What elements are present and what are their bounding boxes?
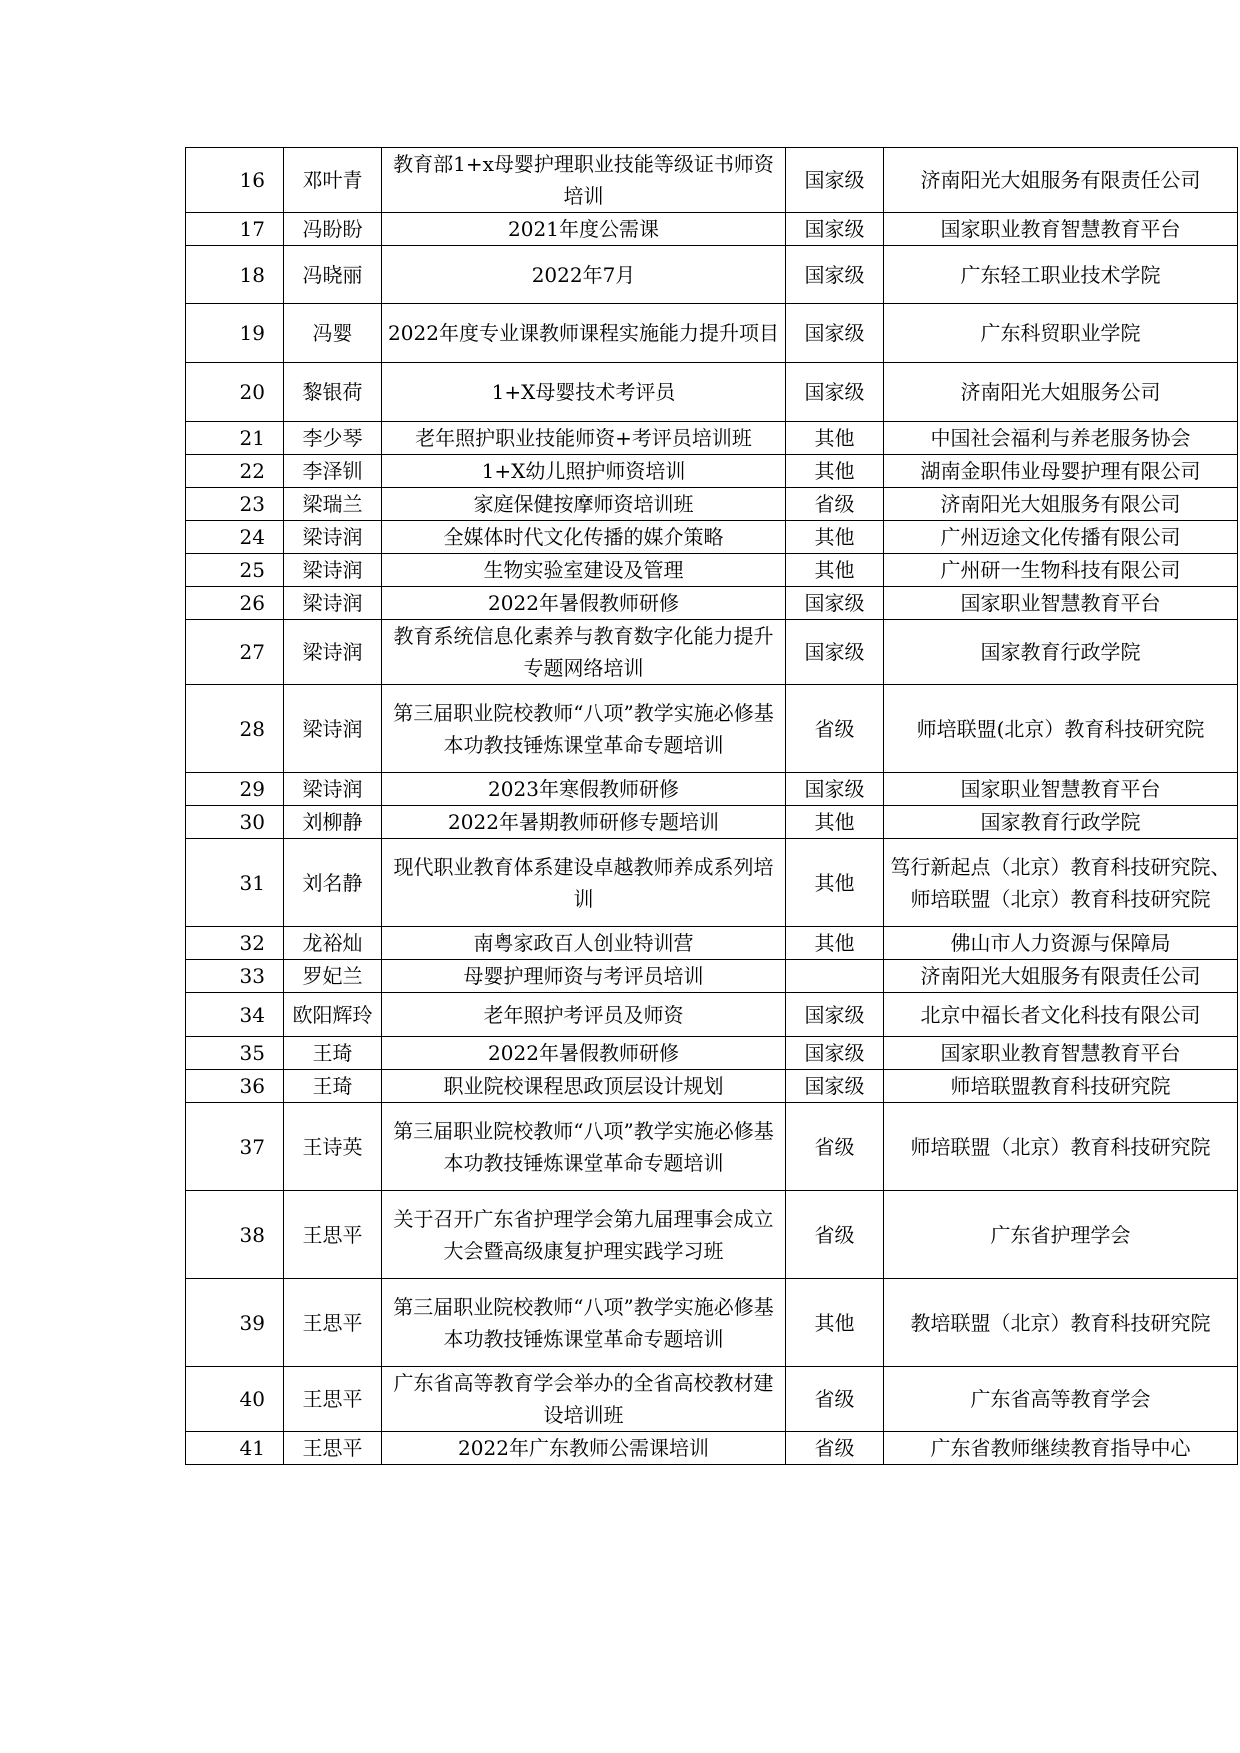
table-row [186, 587, 1238, 620]
level-cell [786, 960, 884, 993]
organizer-cell: 佛山市人力资源与保障局 [884, 927, 1238, 960]
level-cell: 国家级 [786, 993, 884, 1037]
name-cell: 黎银荷 [284, 363, 382, 422]
table-row [186, 773, 1238, 806]
organizer-cell: 湖南金职伟业母婴护理有限公司 [884, 455, 1238, 488]
table-row [186, 1432, 1238, 1465]
table-row [186, 1037, 1238, 1070]
row-number-cell: 22 [186, 455, 284, 488]
level-cell: 国家级 [786, 587, 884, 620]
table-row [186, 213, 1238, 246]
level-cell: 国家级 [786, 246, 884, 304]
table-row [186, 521, 1238, 554]
table-row [186, 1279, 1238, 1367]
level-cell: 其他 [786, 927, 884, 960]
row-number-cell: 32 [186, 927, 284, 960]
organizer-cell: 广东省教师继续教育指导中心 [884, 1432, 1238, 1465]
course-cell: 2023年寒假教师研修 [382, 773, 786, 806]
course-cell: 职业院校课程思政顶层设计规划 [382, 1070, 786, 1103]
organizer-cell: 国家职业智慧教育平台 [884, 587, 1238, 620]
level-cell: 国家级 [786, 148, 884, 213]
course-cell: 2022年广东教师公需课培训 [382, 1432, 786, 1465]
organizer-cell: 教培联盟（北京）教育科技研究院 [884, 1279, 1238, 1367]
row-number-cell: 41 [186, 1432, 284, 1465]
row-number-cell: 24 [186, 521, 284, 554]
course-cell: 全媒体时代文化传播的媒介策略 [382, 521, 786, 554]
level-cell: 省级 [786, 685, 884, 773]
organizer-cell: 北京中福长者文化科技有限公司 [884, 993, 1238, 1037]
name-cell: 欧阳辉玲 [284, 993, 382, 1037]
row-number-cell: 20 [186, 363, 284, 422]
level-cell: 其他 [786, 554, 884, 587]
row-number-cell: 23 [186, 488, 284, 521]
organizer-cell: 广东科贸职业学院 [884, 304, 1238, 363]
course-cell: 2021年度公需课 [382, 213, 786, 246]
row-number-cell: 34 [186, 993, 284, 1037]
organizer-cell: 国家职业教育智慧教育平台 [884, 213, 1238, 246]
course-cell: 第三届职业院校教师“八项”教学实施必修基本功教技锤炼课堂革命专题培训 [382, 1279, 786, 1367]
name-cell: 冯婴 [284, 304, 382, 363]
name-cell: 王思平 [284, 1367, 382, 1432]
table-row [186, 839, 1238, 927]
level-cell: 省级 [786, 488, 884, 521]
table-row [186, 246, 1238, 304]
level-cell: 省级 [786, 1191, 884, 1279]
name-cell: 刘柳静 [284, 806, 382, 839]
level-cell: 国家级 [786, 620, 884, 685]
level-cell: 其他 [786, 839, 884, 927]
row-number-cell: 36 [186, 1070, 284, 1103]
row-number-cell: 17 [186, 213, 284, 246]
name-cell: 冯盼盼 [284, 213, 382, 246]
training-records-table [185, 147, 1238, 1465]
name-cell: 王琦 [284, 1037, 382, 1070]
row-number-cell: 33 [186, 960, 284, 993]
course-cell: 关于召开广东省护理学会第九届理事会成立大会暨高级康复护理实践学习班 [382, 1191, 786, 1279]
table-row [186, 1070, 1238, 1103]
course-cell: 第三届职业院校教师“八项”教学实施必修基本功教技锤炼课堂革命专题培训 [382, 685, 786, 773]
name-cell: 李泽钏 [284, 455, 382, 488]
organizer-cell: 广东省护理学会 [884, 1191, 1238, 1279]
table-row [186, 1367, 1238, 1432]
course-cell: 2022年度专业课教师课程实施能力提升项目 [382, 304, 786, 363]
name-cell: 梁诗润 [284, 587, 382, 620]
table-row [186, 993, 1238, 1037]
organizer-cell: 济南阳光大姐服务有限责任公司 [884, 148, 1238, 213]
row-number-cell: 38 [186, 1191, 284, 1279]
name-cell: 梁诗润 [284, 620, 382, 685]
row-number-cell: 30 [186, 806, 284, 839]
level-cell: 国家级 [786, 1070, 884, 1103]
table-row [186, 554, 1238, 587]
table-row [186, 422, 1238, 455]
level-cell: 其他 [786, 521, 884, 554]
table-row [186, 927, 1238, 960]
course-cell: 现代职业教育体系建设卓越教师养成系列培训 [382, 839, 786, 927]
name-cell: 王思平 [284, 1279, 382, 1367]
course-cell: 生物实验室建设及管理 [382, 554, 786, 587]
table-row [186, 1191, 1238, 1279]
organizer-cell: 广州研一生物科技有限公司 [884, 554, 1238, 587]
level-cell: 国家级 [786, 363, 884, 422]
level-cell: 其他 [786, 806, 884, 839]
table-row [186, 685, 1238, 773]
row-number-cell: 26 [186, 587, 284, 620]
organizer-cell: 国家教育行政学院 [884, 620, 1238, 685]
organizer-cell: 国家职业智慧教育平台 [884, 773, 1238, 806]
table-row [186, 488, 1238, 521]
name-cell: 冯晓丽 [284, 246, 382, 304]
course-cell: 南粤家政百人创业特训营 [382, 927, 786, 960]
name-cell: 梁瑞兰 [284, 488, 382, 521]
level-cell: 其他 [786, 422, 884, 455]
name-cell: 龙裕灿 [284, 927, 382, 960]
name-cell: 梁诗润 [284, 554, 382, 587]
organizer-cell: 广东轻工职业技术学院 [884, 246, 1238, 304]
level-cell: 其他 [786, 1279, 884, 1367]
organizer-cell: 广州迈途文化传播有限公司 [884, 521, 1238, 554]
row-number-cell: 28 [186, 685, 284, 773]
name-cell: 李少琴 [284, 422, 382, 455]
row-number-cell: 19 [186, 304, 284, 363]
organizer-cell: 济南阳光大姐服务有限公司 [884, 488, 1238, 521]
name-cell: 梁诗润 [284, 773, 382, 806]
row-number-cell: 31 [186, 839, 284, 927]
organizer-cell: 师培联盟(北京）教育科技研究院 [884, 685, 1238, 773]
organizer-cell: 师培联盟教育科技研究院 [884, 1070, 1238, 1103]
organizer-cell: 国家教育行政学院 [884, 806, 1238, 839]
row-number-cell: 37 [186, 1103, 284, 1191]
row-number-cell: 16 [186, 148, 284, 213]
course-cell: 教育系统信息化素养与教育数字化能力提升专题网络培训 [382, 620, 786, 685]
table-row [186, 148, 1238, 213]
course-cell: 2022年暑假教师研修 [382, 587, 786, 620]
level-cell: 国家级 [786, 304, 884, 363]
organizer-cell: 中国社会福利与养老服务协会 [884, 422, 1238, 455]
course-cell: 2022年7月 [382, 246, 786, 304]
table-row [186, 304, 1238, 363]
course-cell: 家庭保健按摩师资培训班 [382, 488, 786, 521]
name-cell: 刘名静 [284, 839, 382, 927]
level-cell: 国家级 [786, 1037, 884, 1070]
organizer-cell: 师培联盟（北京）教育科技研究院 [884, 1103, 1238, 1191]
row-number-cell: 25 [186, 554, 284, 587]
row-number-cell: 35 [186, 1037, 284, 1070]
level-cell: 国家级 [786, 773, 884, 806]
course-cell: 第三届职业院校教师“八项”教学实施必修基本功教技锤炼课堂革命专题培训 [382, 1103, 786, 1191]
course-cell: 1+X幼儿照护师资培训 [382, 455, 786, 488]
name-cell: 王思平 [284, 1432, 382, 1465]
name-cell: 罗妃兰 [284, 960, 382, 993]
table-row [186, 806, 1238, 839]
table-row [186, 620, 1238, 685]
course-cell: 广东省高等教育学会举办的全省高校教材建设培训班 [382, 1367, 786, 1432]
name-cell: 梁诗润 [284, 521, 382, 554]
course-cell: 老年照护考评员及师资 [382, 993, 786, 1037]
row-number-cell: 21 [186, 422, 284, 455]
level-cell: 省级 [786, 1103, 884, 1191]
name-cell: 王思平 [284, 1191, 382, 1279]
organizer-cell: 济南阳光大姐服务有限责任公司 [884, 960, 1238, 993]
table-row [186, 455, 1238, 488]
name-cell: 王诗英 [284, 1103, 382, 1191]
level-cell: 省级 [786, 1432, 884, 1465]
row-number-cell: 39 [186, 1279, 284, 1367]
course-cell: 2022年暑假教师研修 [382, 1037, 786, 1070]
row-number-cell: 18 [186, 246, 284, 304]
row-number-cell: 29 [186, 773, 284, 806]
row-number-cell: 40 [186, 1367, 284, 1432]
level-cell: 其他 [786, 455, 884, 488]
name-cell: 王琦 [284, 1070, 382, 1103]
row-number-cell: 27 [186, 620, 284, 685]
table-row [186, 960, 1238, 993]
level-cell: 省级 [786, 1367, 884, 1432]
table-row [186, 1103, 1238, 1191]
course-cell: 1+X母婴技术考评员 [382, 363, 786, 422]
table-row [186, 363, 1238, 422]
name-cell: 梁诗润 [284, 685, 382, 773]
course-cell: 母婴护理师资与考评员培训 [382, 960, 786, 993]
course-cell: 老年照护职业技能师资+考评员培训班 [382, 422, 786, 455]
course-cell: 教育部1+x母婴护理职业技能等级证书师资培训 [382, 148, 786, 213]
name-cell: 邓叶青 [284, 148, 382, 213]
organizer-cell: 济南阳光大姐服务公司 [884, 363, 1238, 422]
level-cell: 国家级 [786, 213, 884, 246]
table-body [186, 148, 1238, 1465]
course-cell: 2022年暑期教师研修专题培训 [382, 806, 786, 839]
organizer-cell: 国家职业教育智慧教育平台 [884, 1037, 1238, 1070]
organizer-cell: 笃行新起点（北京）教育科技研究院、师培联盟（北京）教育科技研究院 [884, 839, 1238, 927]
organizer-cell: 广东省高等教育学会 [884, 1367, 1238, 1432]
